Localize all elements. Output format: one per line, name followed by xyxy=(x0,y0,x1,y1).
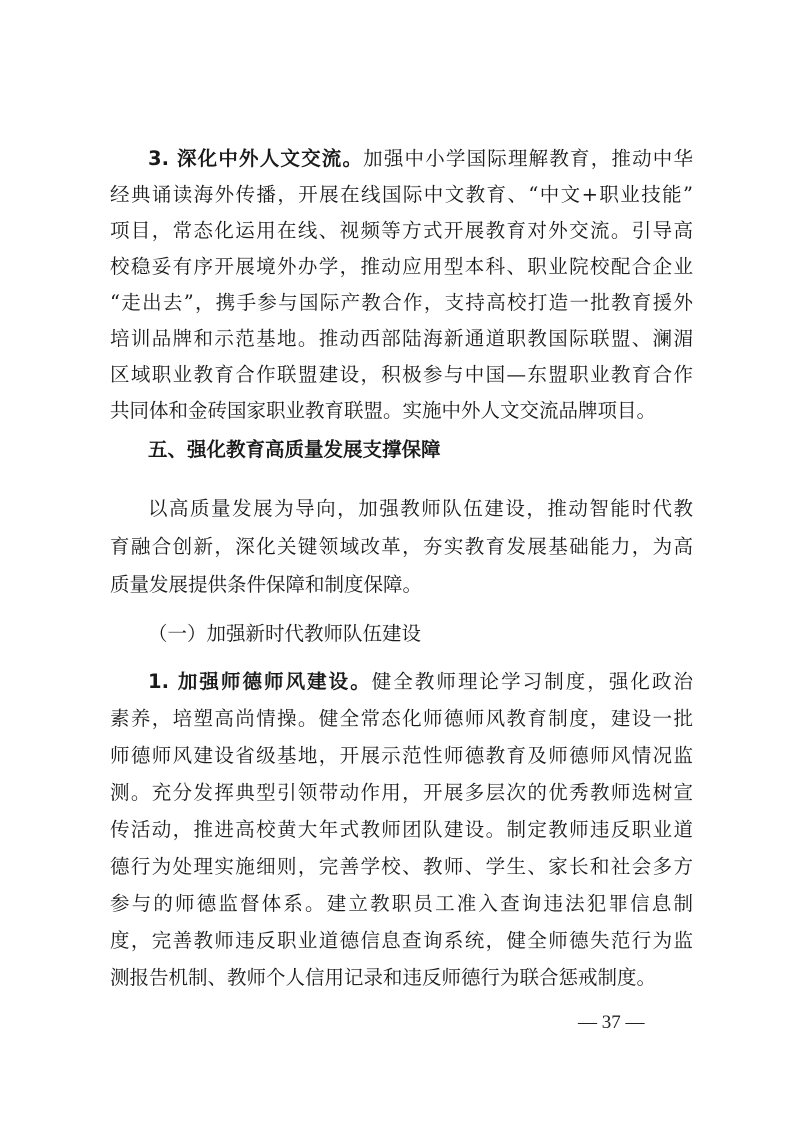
paragraph-line: 共同体和金砖国家职业教育联盟。实施中外人文交流品牌项目。 xyxy=(110,399,657,422)
paragraph-line: “走出去”，携手参与国际产教合作，支持高校打造一批教育援外 xyxy=(110,291,693,314)
paragraph-line: 参与的师德监督体系。建立教职员工准入查询违法犯罪信息制 xyxy=(110,892,693,915)
paragraph-line: 区域职业教育合作联盟建设，积极参与中国—东盟职业教育合作 xyxy=(110,363,693,386)
paragraph-lead: 1. 加强师德师风建设。 xyxy=(148,670,372,693)
paragraph-line: 素养，培塑高尚情操。健全常态化师德师风教育制度，建设一批 xyxy=(110,707,693,730)
paragraph-line: 传活动，推进高校黄大年式教师团队建设。制定教师违反职业道 xyxy=(110,818,693,841)
sub-heading: （一）加强新时代教师队伍建设 xyxy=(148,622,422,645)
paragraph-line: 师德师风建设省级基地，开展示范性师德教育及师德师风情况监 xyxy=(110,744,693,767)
paragraph-line: 度，完善教师违反职业道德信息查询系统，健全师德失范行为监 xyxy=(110,929,693,952)
paragraph-line xyxy=(148,146,693,172)
paragraph-line: 德行为处理实施细则，完善学校、教师、学生、家长和社会多方 xyxy=(110,855,693,878)
paragraph-text: 健全教师理论学习制度，强化政治 xyxy=(371,670,693,693)
paragraph-line: 测。充分发挥典型引领带动作用，开展多层次的优秀教师选树宣 xyxy=(110,781,693,804)
paragraph-line: 以高质量发展为导向，加强教师队伍建设，推动智能时代教 xyxy=(148,497,693,520)
paragraph-line xyxy=(148,669,693,695)
paragraph-line: 项目，常态化运用在线、视频等方式开展教育对外交流。引导高 xyxy=(110,219,693,242)
paragraph-text: 加强中小学国际理解教育，推动中华 xyxy=(363,147,693,170)
paragraph-line: 培训品牌和示范基地。推动西部陆海新通道职教国际联盟、澜湄 xyxy=(110,327,693,350)
paragraph-line: 测报告机制、教师个人信用记录和违反师德行为联合惩戒制度。 xyxy=(110,966,657,989)
paragraph-line: 育融合创新，深化关键领域改革，夯实教育发展基础能力，为高 xyxy=(110,535,693,558)
paragraph-lead: 3. 深化中外人文交流。 xyxy=(148,147,364,170)
paragraph-line: 质量发展提供条件保障和制度保障。 xyxy=(110,573,423,596)
paragraph-line: 校稳妥有序开展境外办学，推动应用型本科、职业院校配合企业 xyxy=(110,255,693,278)
paragraph-line: 经典诵读海外传播，开展在线国际中文教育、“中文+职业技能” xyxy=(110,183,693,206)
page-number: — 37 — xyxy=(578,1012,645,1033)
section-heading: 五、强化教育高质量发展支撑保障 xyxy=(148,438,441,461)
